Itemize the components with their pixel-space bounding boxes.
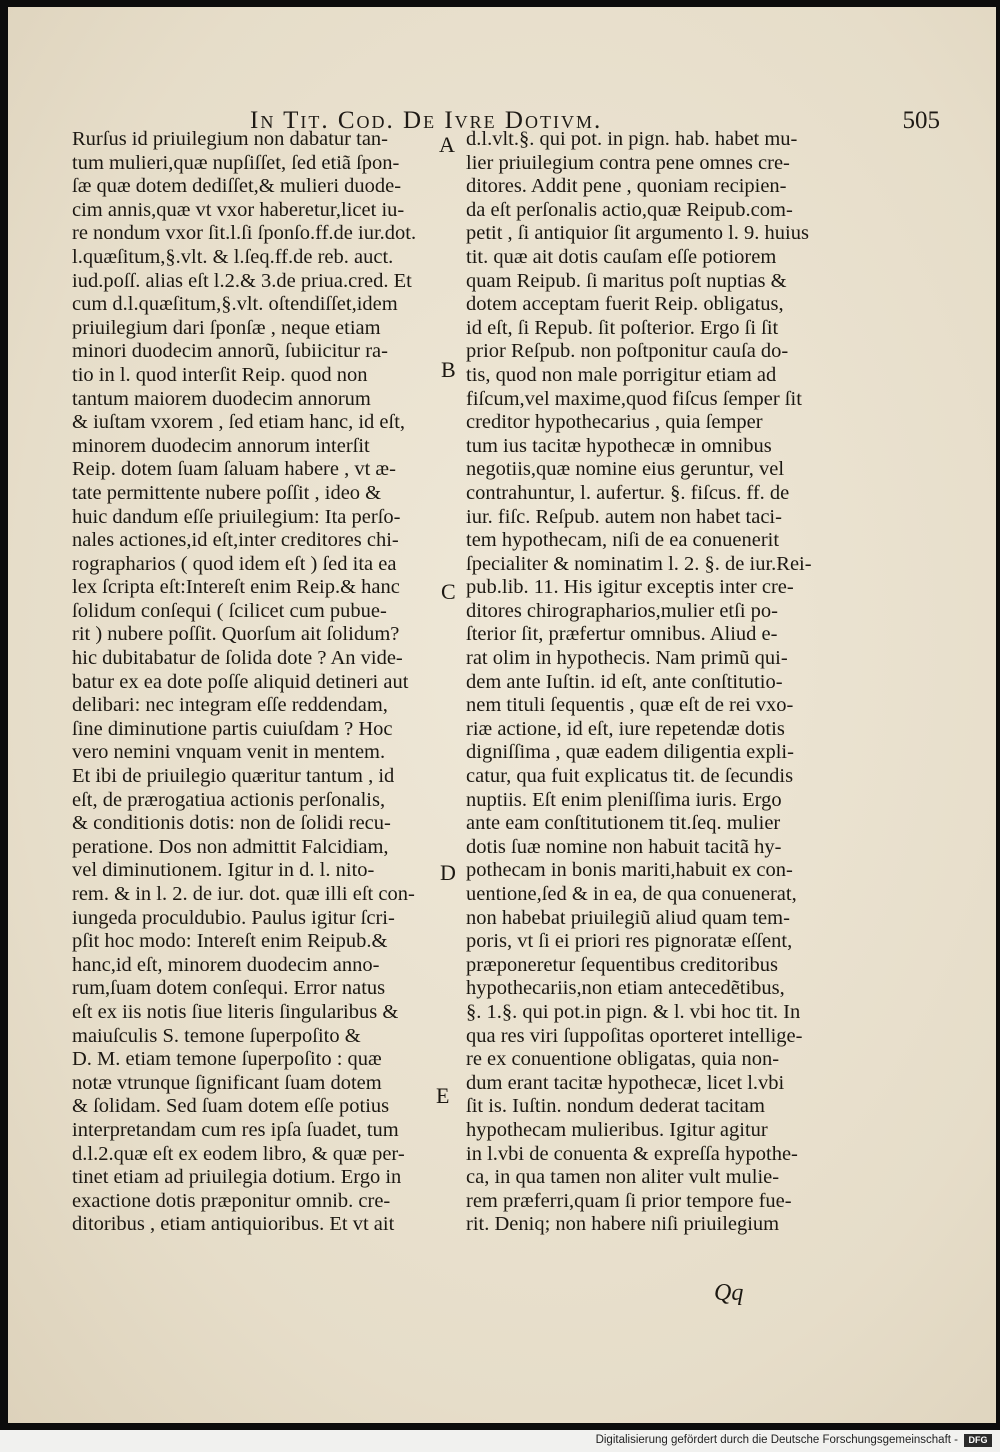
left-text-column [72,128,432,1237]
footer-bar [0,1430,1000,1452]
text-line: in l.vbi de conuenta & expreſſa hypothe- [466,1142,798,1165]
text-line: Rurſus id priuilegium non dabatur tan- [72,128,388,150]
text-line: & conditionis dotis: non de ſolidi recu- [72,812,391,835]
text-line: riæ actione, id eſt, iure repetendæ dotis [466,717,785,740]
text-line: pub.lib. 11. His igitur exceptis inter cre- [466,576,794,599]
margin-marker-e: E [436,1083,450,1108]
text-line: nuptiis. Eſt enim pleniſſima iuris. Ergo [466,788,782,811]
text-line: ditores. Addit pene , quoniam recipien- [466,175,787,198]
text-line: hic dubitabatur de ſolida dote ? An vide- [72,647,403,670]
text-line: Reip. dotem ſuam ſaluam habere , vt æ- [72,458,396,481]
text-line: ſæ quæ dotem dediſſet,& mulieri duode- [72,175,402,198]
text-line: creditor hypothecarius , quia ſemper [466,411,763,434]
text-line: id eſt, ſi Repub. ſit poſterior. Ergo ſi ſit [466,316,779,339]
text-line: dem ante Iuſtin. id eſt, ante conſtitutio- [466,670,783,693]
text-line: delibari: nec integram eſſe reddendam, [72,694,388,717]
text-line: peratione. Dos non admittit Falcidiam, [72,835,389,858]
text-line: hypothecam mulieribus. Igitur agitur [466,1118,768,1141]
text-line: vero nemini vnquam venit in mentem. [72,741,386,764]
text-line: hanc,id eſt, minorem duodecim anno- [72,953,380,976]
text-line: d.l.vlt.§. qui pot. in pign. hab. habet mu- [466,128,798,150]
text-line: da eſt perſonalis actio,quæ Reipub.com- [466,198,793,221]
text-line: rem præferri,quam ſi prior tempore fue- [466,1189,792,1212]
text-line: tis, quod non male porrigitur etiam ad [466,363,777,386]
text-line: ſterior ſit, præfertur omnibus. Aliud e- [466,623,778,646]
text-line: maiuſculis S. temone ſuperpoſito & [72,1024,361,1047]
text-line: pothecam in bonis mariti,habuit ex con- [466,859,793,882]
text-line: minori duodecim annorũ, ſubiicitur ra- [72,340,388,363]
text-line: tantum maiorem duodecim annorum [72,387,371,410]
text-line: notæ vtrunque ſignificant ſuam dotem [72,1071,382,1094]
text-line: iur. fiſc. Reſpub. autem non habet taci- [466,505,782,528]
text-line: nales actiones,id eſt,inter creditores chi- [72,529,399,552]
text-line: rit ) nubere poſſit. Quorſum ait ſolidum? [72,623,400,646]
text-line: rographarios ( quod idem eſt ) ſed ita ea [72,552,397,575]
text-line: negotiis,quæ nomine eius geruntur, vel [466,458,785,481]
text-line: batur ex ea dote poſſe aliquid detineri aut [72,670,409,693]
text-line: d.l.2.quæ eſt ex eodem libro, & quæ per- [72,1142,405,1165]
text-line: ſine diminutione partis cuiuſdam ? Hoc [72,717,393,740]
text-line: tum ius tacitæ hypothecæ in omnibus [466,434,772,457]
text-line: ditoribus , etiam antiquioribus. Et vt ait [72,1213,395,1236]
text-line: ſit is. Iuſtin. nondum dederat tacitam [466,1095,765,1118]
text-line: hypothecariis,non etiam antecedẽtibus, [466,977,785,1000]
text-line: rat olim in hypothecis. Nam primũ qui- [466,647,788,670]
text-line: rum,ſuam dotem conſequi. Error natus [72,977,386,1000]
catchword: Qq [714,1280,744,1306]
margin-marker-b: B [441,357,456,382]
text-line: contrahuntur, l. aufertur. §. fiſcus. ff. de [466,481,790,504]
text-line: quam Reipub. ſi maritus poſt nuptias & [466,269,787,292]
text-line: præponeretur ſequentibus creditoribus [466,953,778,976]
text-line: & ſolidam. Sed ſuam dotem eſſe potius [72,1095,390,1118]
text-line: qua res viri ſuppoſitas oporteret intellige- [466,1024,803,1047]
margin-marker-c: C [441,579,456,604]
text-line: D. M. etiam temone ſuperpoſito : quæ [72,1048,382,1071]
text-line: tem hypothecam, niſi de ea conuenerit [466,529,780,552]
text-line: cum d.l.quæſitum,§.vlt. oſtendiſſet,idem [72,293,398,316]
text-line: tio in l. quod interſit Reip. quod non [72,363,368,386]
text-line: priuilegium dari ſponſæ , neque etiam [72,316,381,339]
text-line: tum mulieri,quæ nupſiſſet, ſed etiã ſpon- [72,151,400,174]
text-line: cim annis,quæ vt vxor haberetur,licet iu- [72,198,405,221]
text-line: lier priuilegium contra pene omnes cre- [466,151,790,174]
text-line: ſpecialiter & nominatim l. 2. §. de iur.Rei- [466,552,812,575]
text-line: tinet etiam ad priuilegia dotium. Ergo in [72,1166,402,1189]
text-line: tit. quæ ait dotis cauſam eſſe potiorem [466,245,777,268]
text-line: poris, vt ſi ei priori res pignoratæ eſſent, [466,930,793,953]
text-line: eſt ex iis notis ſiue literis ſingularibus & [72,1000,399,1023]
text-line: huic dandum eſſe priuilegium: Ita perſo- [72,505,401,528]
text-line: ditores chirographarios,mulier etſi po- [466,599,778,622]
text-line: ante eam conſtitutionem tit.ſeq. mulier [466,812,781,835]
text-line: minorem duodecim annorum interſit [72,434,370,457]
right-text-column [466,128,822,1237]
text-line: uentione,ſed & in ea, de qua conuenerat, [466,883,797,905]
text-line: petit , ſi antiquior ſit argumento l. 9. huius [466,222,809,245]
footer-credit: Digitalisierung gefördert durch die Deutsche Forschungsgemeinschaft - [595,1434,958,1446]
text-line: & iuſtam vxorem , ſed etiam hanc, id eſt, [72,411,406,434]
text-line: iud.poſſ. alias eſt l.2.& 3.de priua.cred. Et [72,269,412,292]
text-line: §. 1.§. qui pot.in pign. & l. vbi hoc tit. In [466,1000,801,1023]
dfg-logo: DFG [964,1434,992,1447]
text-line: fiſcum,vel maxime,quod fiſcus ſemper ſit [466,387,802,410]
page-number: 505 [902,107,940,134]
text-line: ca, in qua tamen non aliter vult mulie- [466,1166,780,1189]
text-line: Et ibi de priuilegio quæritur tantum , id [72,765,395,788]
text-line: non habebat priuilegiũ aliud quam tem- [466,906,790,929]
text-line: ſolidum conſequi ( ſcilicet cum pubue- [72,599,387,622]
text-line: interpretandam cum res ipſa ſuadet, tum [72,1118,399,1141]
text-line: prior Reſpub. non poſtponitur cauſa do- [466,340,789,363]
margin-marker-a: A [439,132,455,157]
text-line: exactione dotis præponitur omnib. cre- [72,1189,391,1212]
text-line: nem tituli ſequentis , quæ eſt de rei vxo- [466,694,794,717]
text-line: dotem acceptam fuerit Reip. obligatus, [466,293,784,316]
text-line: eſt, de prærogatiua actionis perſonalis, [72,788,386,811]
text-line: rem. & in l. 2. de iur. dot. quæ illi eſt con- [72,883,415,905]
text-line: dotis ſuæ nomine non habuit tacitã hy- [466,835,782,858]
margin-marker-d: D [440,860,456,885]
text-line: lex ſcripta eſt:Intereſt enim Reip.& hanc [72,576,400,599]
text-line: iungeda proculdubio. Paulus igitur ſcri- [72,906,395,929]
text-line: dum erant tacitæ hypothecæ, licet l.vbi [466,1071,785,1094]
text-line: tate permittente nubere poſſit , ideo & [72,481,382,504]
text-line: rit. Deniq; non habere niſi priuilegium [466,1213,780,1236]
text-line: digniſſima , quæ eadem diligentia expli- [466,741,794,764]
text-line: vel diminutionem. Igitur in d. l. nito- [72,859,375,882]
text-line: re ex conuentione obligatas, quia non- [466,1048,780,1071]
text-line: catur, qua fuit explicatus tit. de ſecundis [466,765,794,788]
text-line: pſit hoc modo: Intereſt enim Reipub.& [72,930,388,953]
text-line: re nondum vxor ſit.l.ſi ſponſo.ff.de iur.dot. [72,222,417,245]
text-line: l.quæſitum,§.vlt. & l.ſeq.ff.de reb. auct. [72,245,394,268]
running-head: In Tit. Cod. De Ivre Dotivm. [250,107,603,134]
